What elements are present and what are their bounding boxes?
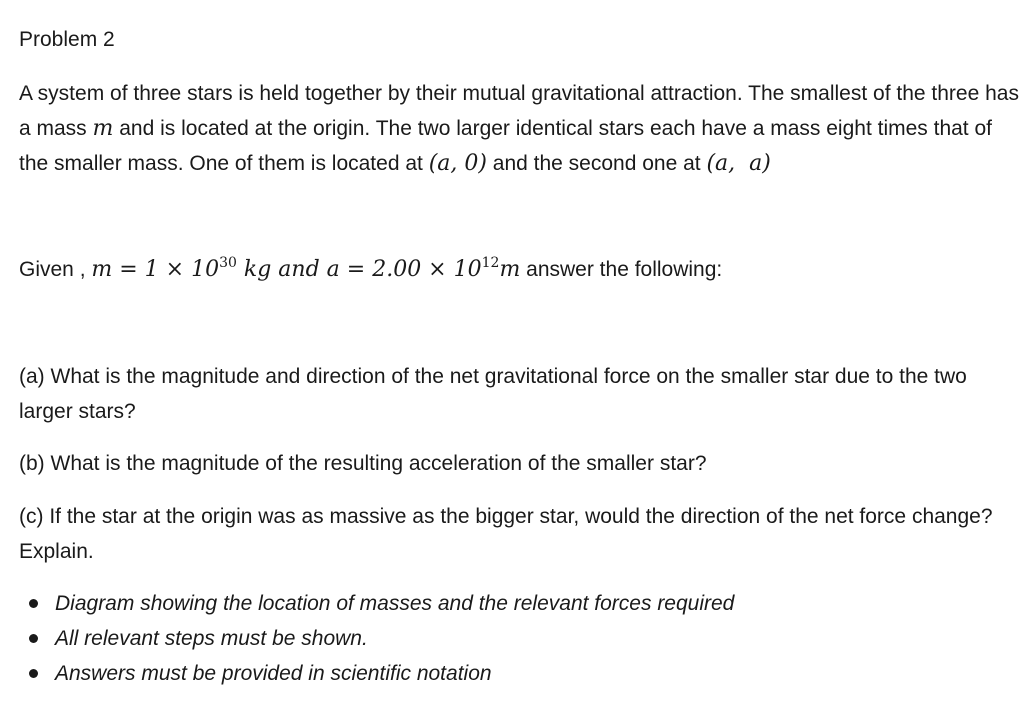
given-tail: answer the following: xyxy=(520,258,723,281)
distance-expression: kg and a = 2.00 × 10 xyxy=(236,257,482,282)
requirement-item xyxy=(19,656,734,691)
question-c: (c) If the star at the origin was as massive as the bigger star, would the direction of the net force change? Explain. xyxy=(19,505,993,563)
distance-exponent: 12 xyxy=(481,255,500,271)
intro-text-1: A system of three stars is held together by their mutual gravitational attraction. The smallest of the three has a mass xyxy=(19,82,1019,140)
requirement-text: Answers must be provided in scientific notation xyxy=(55,662,492,685)
mass-exponent: 30 xyxy=(219,255,237,271)
question-a: (a) What is the magnitude and direction of the net gravitational force on the smaller star due to the two larger stars? xyxy=(19,365,967,423)
requirement-text: All relevant steps must be shown. xyxy=(55,627,368,650)
bullet-icon xyxy=(29,599,38,608)
problem-title: Problem 2 xyxy=(19,28,115,51)
requirements-list xyxy=(19,586,734,691)
bullet-icon xyxy=(29,634,38,643)
mass-symbol: m xyxy=(92,116,114,141)
intro-text-3: and the second one at xyxy=(486,152,707,175)
intro-text-2: and is located at the origin. The two larger identical stars each have a mass eight times that of the smaller mass. One of them is located at xyxy=(19,117,992,175)
given-values xyxy=(19,252,722,287)
problem-intro xyxy=(19,76,1019,181)
position-second-star: (a, a) xyxy=(706,151,771,176)
position-first-star: (a, 0) xyxy=(428,151,487,176)
requirement-text: Diagram showing the location of masses and the relevant forces required xyxy=(55,592,735,615)
distance-unit: m xyxy=(499,257,521,282)
requirement-item xyxy=(19,621,734,656)
requirement-item xyxy=(19,586,734,621)
bullet-icon xyxy=(29,669,38,678)
question-b: (b) What is the magnitude of the resulting acceleration of the smaller star? xyxy=(19,452,707,475)
given-label: Given , xyxy=(19,258,86,281)
mass-expression: m = 1 × 10 xyxy=(91,257,220,282)
